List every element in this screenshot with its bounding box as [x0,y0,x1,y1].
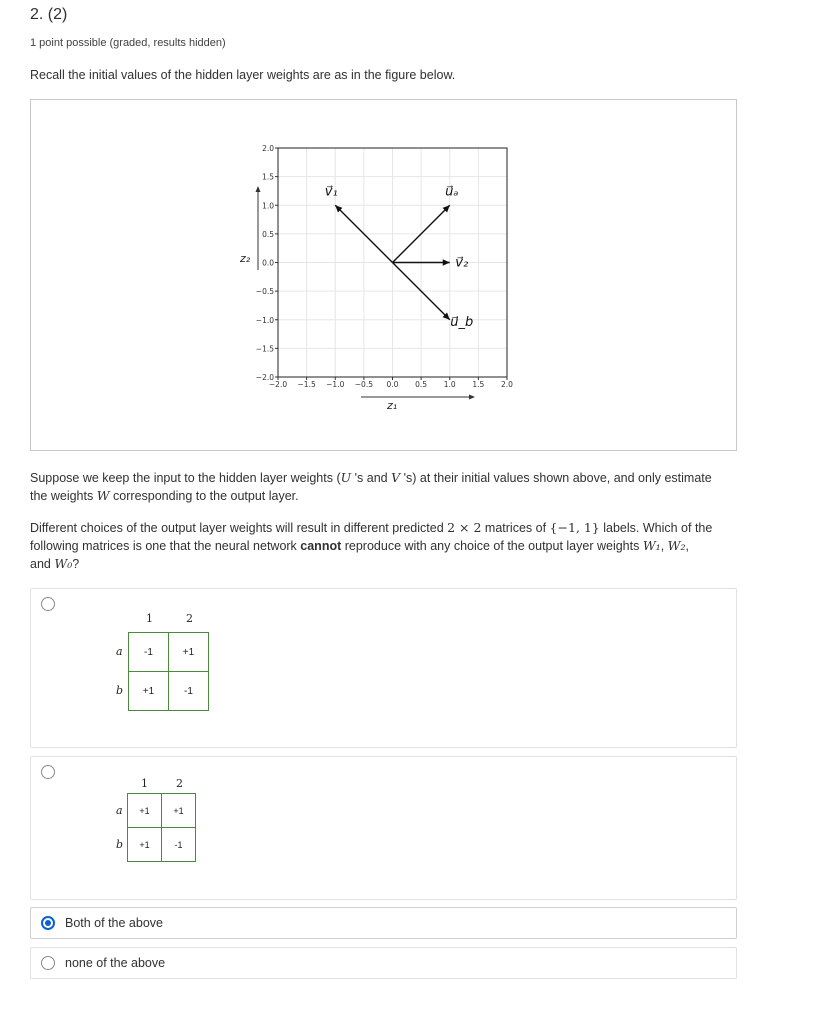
option-both[interactable] [30,907,737,939]
option-2-radio[interactable] [41,765,55,779]
matrix-cell: +1 [168,632,209,672]
vector-2-label: u⃗ₐ [445,184,459,200]
matrix-cell: -1 [128,632,169,672]
col-header: 1 [146,612,153,625]
option-both-label: Both of the above [65,916,163,930]
matrix-cell: +1 [127,793,162,828]
col-header: 1 [141,777,148,790]
paragraph-fixed-weights: Suppose we keep the input to the hidden layer weights (U 's and V 's) at their initial values shown above, and only estimate the weights W corresponding to the output layer. [30,470,712,503]
x-tick-label: 0.0 [386,380,399,389]
intro-text: Recall the initial values of the hidden layer weights are as in the figure below. [30,68,456,82]
y-axis-label: z₂ [240,252,251,265]
y-tick-label: −2.0 [255,373,274,382]
points-info: 1 point possible (graded, results hidden) [30,37,226,49]
x-tick-label: −1.5 [297,380,316,389]
y-axis-arrowhead [256,186,261,192]
y-tick-label: 0.5 [262,229,274,239]
y-tick-label: 1.0 [262,201,274,211]
y-tick-label: 0.0 [262,258,274,268]
x-axis-label: z₁ [387,399,398,412]
option-none[interactable] [30,947,737,979]
y-tick-label: 2.0 [262,144,274,153]
x-tick-label: 2.0 [501,380,513,389]
option-none-label: none of the above [65,956,166,970]
vector-3-label: v⃗₂ [455,255,469,271]
vector-3-arrowhead [443,259,450,265]
y-tick-label: −0.5 [255,287,274,297]
x-tick-label: −2.0 [268,380,288,389]
option-1-radio[interactable] [41,597,55,611]
x-tick-label: 1.0 [443,380,456,389]
option-2[interactable] [30,756,737,900]
option-1[interactable] [30,588,737,748]
x-axis-arrowhead [469,395,475,400]
option-both-radio[interactable] [41,916,55,930]
matrix-cell: -1 [168,671,209,711]
matrix-cell: +1 [127,827,162,862]
x-tick-label: 0.5 [415,380,428,389]
x-tick-label: −0.5 [354,380,373,389]
vector-1-label: v⃗₁ [324,184,338,200]
row-header: a [116,804,123,817]
y-tick-label: 1.5 [262,172,274,182]
col-header: 2 [186,612,193,625]
vector-4-label: u⃗_b [450,314,474,330]
row-header: b [116,684,124,697]
x-tick-label: 1.5 [472,380,485,389]
weights-plot [31,100,736,450]
row-header: b [116,838,124,851]
matrix-cell: -1 [161,827,196,862]
matrix-cell: +1 [128,671,169,711]
col-header: 2 [176,777,183,790]
y-tick-label: −1.5 [255,344,274,354]
paragraph-question: Different choices of the output layer weights will result in different predicted 2 × 2 matrices of {−1, 1} labels. Which of the following matrices is one that the neural network cannot reproduce with any choice of the output layer weights W₁, W₂, and W₀? [30,520,713,571]
option-none-radio[interactable] [41,956,55,970]
x-tick-label: −1.0 [326,380,345,389]
y-tick-label: −1.0 [255,315,274,325]
row-header: a [116,645,123,658]
problem-title: 2. (2) [30,6,68,23]
weights-figure [30,99,737,451]
matrix-cell: +1 [161,793,196,828]
